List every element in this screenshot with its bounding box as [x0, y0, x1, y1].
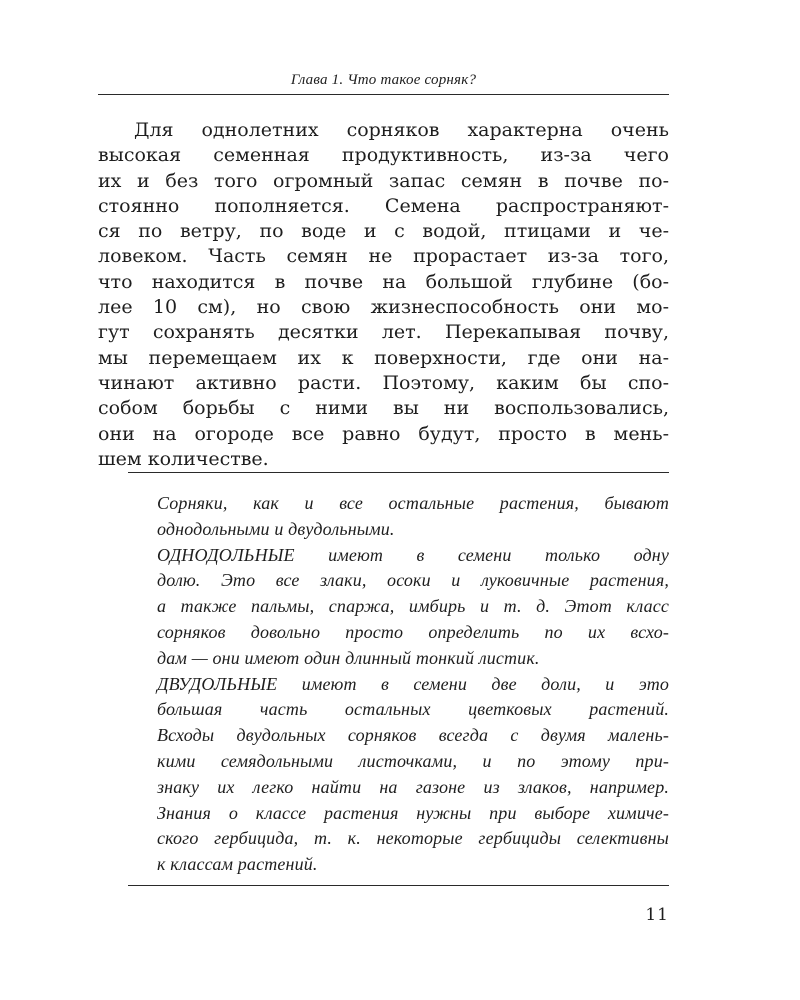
main-line: собом борьбы с ними вы ни воспользовались, — [98, 397, 669, 420]
sidebar-top-rule — [128, 472, 669, 473]
sidebar-line: большая часть остальных цветковых растений. — [157, 699, 669, 720]
main-line: мы перемещаем их к поверхности, где они на- — [98, 346, 669, 369]
sidebar-line: кими семядольными листочками, и по этому при- — [157, 750, 669, 771]
main-line: чинают активно расти. Поэтому, каким бы спо- — [98, 371, 669, 394]
sidebar-line: сорняков довольно просто определить по их всхо- — [157, 621, 669, 642]
sidebar-line: долю. Это все злаки, осоки и луковичные растения, — [157, 570, 669, 591]
sidebar-line: ДВУДОЛЬНЫЕ имеют в семени две доли, и это — [157, 673, 669, 694]
main-line: лее 10 см), но свою жизнеспособность они мо- — [98, 296, 669, 319]
sidebar-line: к классам растений. — [157, 854, 318, 875]
main-line: они на огороде все равно будут, просто в мень- — [98, 422, 669, 445]
sidebar-line: Знания о классе растения нужны при выборе химиче- — [157, 802, 669, 823]
main-line: гут сохранять десятки лет. Перекапывая почву, — [98, 321, 669, 344]
main-line: что находится в почве на большой глубине (бо- — [98, 270, 669, 293]
sidebar-bottom-rule — [128, 885, 669, 886]
sidebar-box-text — [157, 491, 669, 878]
sidebar-line: однодольными и двудольными. — [157, 518, 395, 539]
main-line: Для однолетних сорняков характерна очень — [134, 119, 669, 141]
main-line: шем количестве. — [98, 447, 269, 470]
main-paragraph — [98, 118, 669, 472]
header-rule — [98, 94, 669, 95]
main-line: высокая семенная продуктивность, из-за чего — [98, 144, 669, 167]
sidebar-line: ОДНОДОЛЬНЫЕ имеют в семени только одну — [157, 544, 669, 565]
main-line: ловеком. Часть семян не прорастает из-за того, — [98, 245, 669, 268]
main-line: стоянно пополняется. Семена распространяют- — [98, 194, 669, 217]
sidebar-line: ского гербицида, т. к. некоторые гербициды селективны — [157, 828, 669, 849]
main-line: их и без того огромный запас семян в почве по- — [98, 169, 669, 192]
sidebar-line: Всходы двудольных сорняков всегда с двумя малень- — [157, 725, 669, 746]
sidebar-line: Сорняки, как и все остальные растения, бывают — [157, 493, 669, 513]
page-number: 11 — [645, 905, 669, 925]
sidebar-line: знаку их легко найти на газоне из злаков, например. — [157, 776, 669, 797]
main-line: ся по ветру, по воде и с водой, птицами и че- — [98, 220, 669, 243]
sidebar-line: а также пальмы, спаржа, имбирь и т. д. Этот класс — [157, 596, 669, 617]
running-head-title: Глава 1. Что такое сорняк? — [290, 72, 477, 88]
sidebar-line: дам — они имеют один длинный тонкий листик. — [157, 647, 540, 668]
